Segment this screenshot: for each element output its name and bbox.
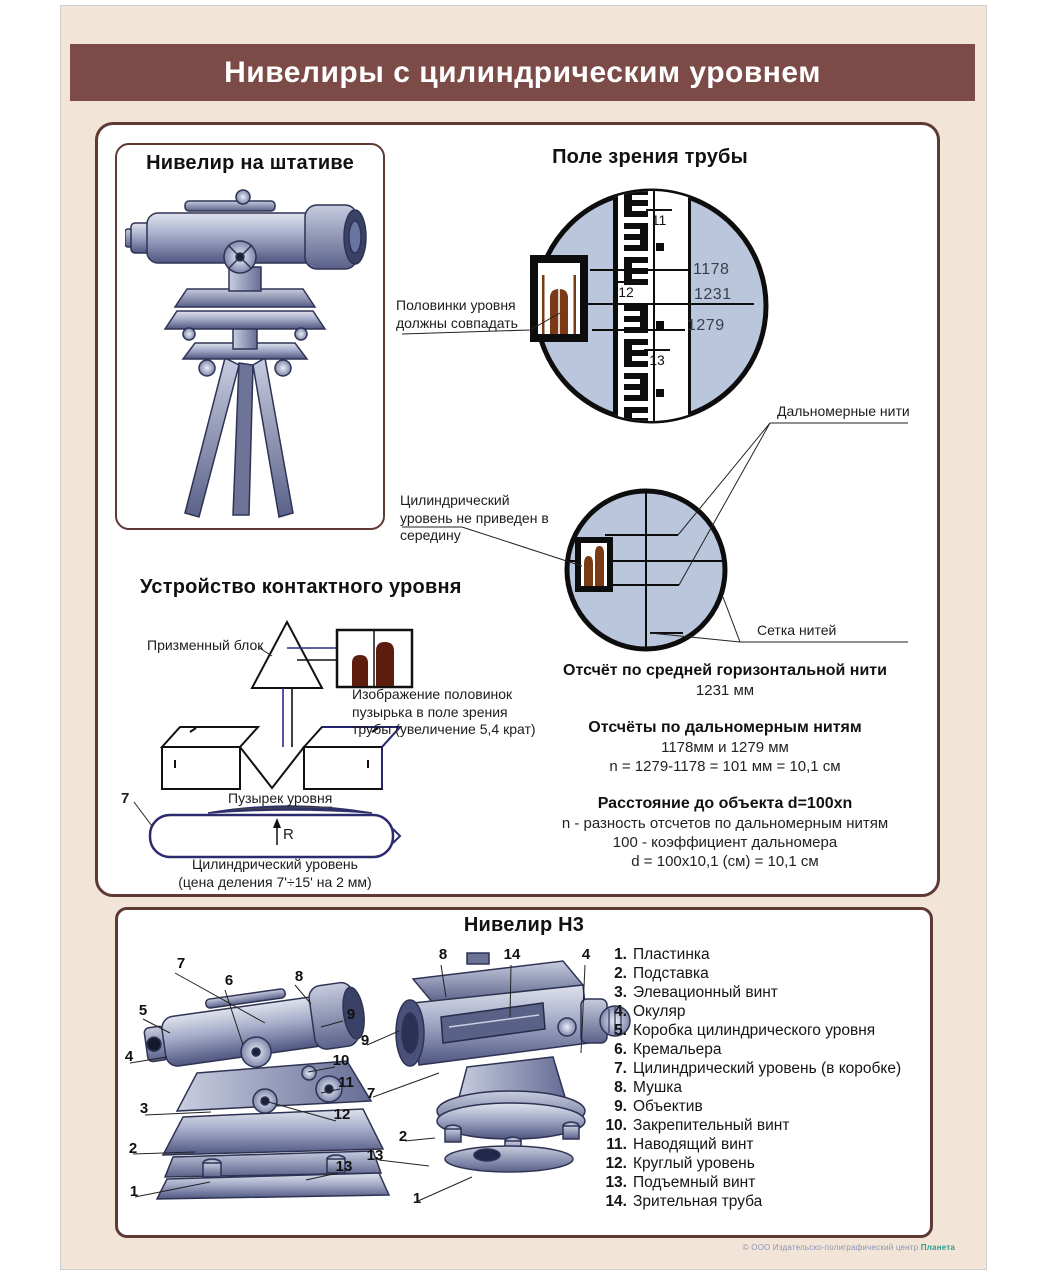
calc-stadia-values: 1178мм и 1279 мм [661, 739, 789, 756]
fov-title: Поле зрения трубы [552, 146, 748, 168]
contact-level-title: Устройство контактного уровня [140, 576, 462, 598]
callout-number: 9 [360, 1032, 370, 1049]
part-row: 6. Кремальера [614, 1041, 722, 1058]
part-row: 8. Мушка [614, 1079, 683, 1096]
bubble-window-offset [575, 537, 613, 592]
part-row: 5. Коробка цилиндрического уровня [614, 1022, 876, 1039]
calc-distance-line1: n - разность отсчетов по дальномерным нитям [561, 815, 889, 832]
callout-number: 7 [176, 955, 186, 972]
vial-label-line1: Цилиндрический уровень [192, 856, 358, 872]
callout-number: 1 [129, 1183, 139, 1200]
staff-number: 11 [646, 209, 672, 228]
bubble-window-coincide [530, 255, 588, 342]
callout-number: 9 [346, 1006, 356, 1023]
callout-number: 1 [412, 1190, 422, 1207]
calc-block [540, 648, 910, 870]
calc-distance-line3: d = 100x10,1 (см) = 10,1 см [631, 853, 819, 870]
parts-list [597, 945, 927, 1211]
calc-stadia-formula: n = 1279-1178 = 101 мм = 10,1 см [609, 758, 841, 775]
callout-number: 4 [581, 946, 591, 963]
callout-number: 10 [332, 1052, 350, 1069]
footer-credit: © ООО Издательско-полиграфический центр Планета [742, 1243, 955, 1252]
calc-stadia-title: Отсчёты по дальномерным нитям [588, 719, 862, 736]
part-row: 10. Закрепительный винт [605, 1117, 790, 1134]
poster-title: Нивелиры с цилиндрическим уровнем [224, 56, 821, 89]
callout-number: 13 [335, 1158, 353, 1175]
reading-label: 1279 [687, 317, 725, 334]
reading-label: 1178 [693, 261, 730, 278]
callout-number: 5 [138, 1002, 148, 1019]
vial-label-line2: (цена деления 7'÷15' на 2 мм) [178, 873, 372, 890]
callout-number: 8 [438, 946, 448, 963]
calc-distance-line2: 100 - коэффициент дальномера [612, 834, 838, 851]
tripod-panel-title: Нивелир на штативе [146, 152, 354, 174]
callout-number: 12 [333, 1106, 351, 1123]
n3-right-view [396, 953, 630, 1172]
callout-number: 13 [366, 1147, 384, 1164]
halves-image-label: Изображение половинок пузырька в поле зрения трубы (увеличение 5,4 крат) [352, 686, 536, 737]
callout-number: 14 [503, 946, 521, 963]
part-row: 9. Объектив [614, 1098, 703, 1115]
callout-number: 7 [366, 1085, 376, 1102]
bubble-label: Пузырек уровня [228, 790, 333, 806]
callout-number: 2 [398, 1128, 408, 1145]
callout-number: 11 [338, 1074, 354, 1091]
part-row: 3. Элевационный винт [614, 984, 778, 1001]
calc-mid-title: Отсчёт по средней горизонтальной нити [563, 662, 887, 679]
callout-number: 6 [224, 972, 234, 989]
halves-coincide-label: Половинки уровня должны совпадать [396, 297, 518, 331]
reticle-label: Сетка нитей [757, 622, 837, 638]
radius-label: R [283, 826, 294, 843]
part-row: 12. Круглый уровень [605, 1155, 755, 1172]
part-row: 7. Цилиндрический уровень (в коробке) [614, 1060, 902, 1077]
part-row: 2. Подставка [614, 965, 709, 982]
not-centered-label: Цилиндрический уровень не приведен в середину [400, 492, 549, 543]
reading-label: 1231 [694, 286, 732, 303]
poster-title-bar [70, 44, 975, 101]
part-row: 1. Пластинка [614, 946, 710, 963]
calc-mid-value: 1231 мм [695, 682, 755, 699]
callout-number: 2 [128, 1140, 138, 1157]
stadia-threads-label: Дальномерные нити [777, 403, 910, 419]
prism-block-label: Призменный блок [147, 637, 264, 653]
callout-number: 8 [294, 968, 304, 985]
reticle-circle [560, 484, 732, 656]
part-row: 13. Подъемный винт [605, 1174, 756, 1191]
calc-distance-title: Расстояние до объекта d=100xn [597, 795, 853, 812]
tripod-level-illustration [125, 183, 375, 523]
part-row: 11. Наводящий винт [606, 1136, 754, 1153]
part-row: 14. Зрительная труба [605, 1193, 763, 1210]
staff-number: 12 [613, 281, 639, 300]
callout-number: 4 [124, 1048, 134, 1065]
n3-title: Нивелир Н3 [463, 914, 585, 936]
callout-number-7: 7 [121, 790, 130, 807]
publisher-logo: Планета [920, 1243, 955, 1252]
part-row: 4. Окуляр [614, 1003, 686, 1020]
callout-number: 3 [139, 1100, 149, 1117]
staff-number: 13 [644, 349, 670, 368]
